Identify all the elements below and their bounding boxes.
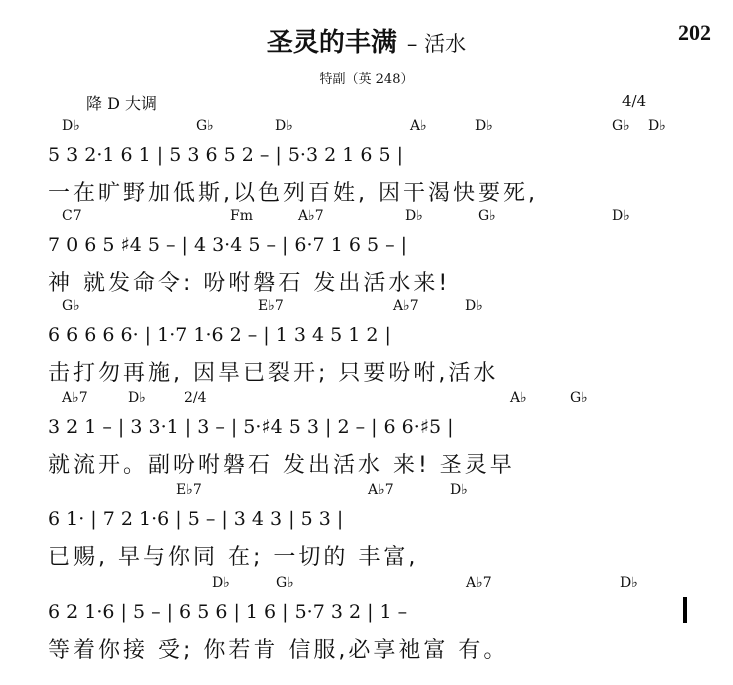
chord-symbol: A♭7 [368,482,394,498]
lyric-line: 已赐, 早与你同 在; 一切的 丰富, [48,545,419,570]
chord-symbol: Fm [230,208,253,224]
chord-symbol: G♭ [62,298,80,314]
chord-symbol: D♭ [465,298,483,314]
hymn-title [0,22,733,59]
chord-symbol: G♭ [276,575,294,591]
chord-symbol: D♭ [128,390,146,406]
chord-row [0,482,733,504]
chord-symbol: G♭ [478,208,496,224]
chord-row [0,208,733,230]
chord-symbol: 2/4 [184,390,207,406]
lyric-line: 一在旷野加低斯,以色列百姓, 因干渴快要死, [48,181,538,206]
system-4 [0,390,733,480]
chord-symbol: D♭ [620,575,638,591]
system-3 [0,298,733,388]
time-signature: 4/4 [622,92,647,110]
notation-line: 6 1· | 7 2 1·6 | 5 – | 3 4 3 | 5 3 | [48,508,344,530]
chord-symbol: E♭7 [176,482,202,498]
key-signature: 降 D 大调 [86,94,158,113]
chord-row [0,390,733,412]
chord-symbol: D♭ [612,208,630,224]
notation-line: 7 0 6 5 ♯4 5 – | 4 3·4 5 – | 6·7 1 6 5 – | [48,234,408,256]
chord-symbol: D♭ [275,118,293,134]
chord-row [0,298,733,320]
chord-symbol: D♭ [648,118,666,134]
page-number: 202 [678,20,711,45]
system-2 [0,208,733,298]
chord-symbol: A♭ [510,390,527,406]
notation-line: 6 2 1·6 | 5 – | 6 5 6 | 1 6 | 5·7 3 2 | 1 – [48,601,408,623]
chord-symbol: A♭7 [298,208,324,224]
lyric-line: 击打勿再施, 因旱已裂开; 只要吩咐,活水 [48,361,499,386]
chord-symbol: G♭ [196,118,214,134]
system-1 [0,118,733,208]
chord-symbol: C7 [62,208,82,224]
hymn-subtitle: – 活水 [406,32,467,56]
chord-symbol: G♭ [612,118,630,134]
chord-symbol: A♭7 [62,390,88,406]
system-6 [0,575,733,665]
chord-symbol: D♭ [475,118,493,134]
credit-line: 特副（英 248） [319,72,414,87]
chord-row [0,575,733,597]
notation-line: 6 6 6 6 6· | 1·7 1·6 2 – | 1 3 4 5 1 2 | [48,324,391,346]
chord-symbol: A♭7 [466,575,492,591]
lyric-line: 就流开。副吩咐磐石 发出活水 来! 圣灵早 [48,453,515,478]
chord-symbol: D♭ [212,575,230,591]
chord-symbol: D♭ [405,208,423,224]
lyric-line: 神 就发命令: 吩咐磐石 发出活水来! [48,271,451,296]
chord-symbol: E♭7 [258,298,284,314]
chord-symbol: A♭ [410,118,427,134]
notation-line: 3 2 1 – | 3 3·1 | 3 – | 5·♯4 5 3 | 2 – | 6 6·♯5 | [48,416,454,438]
system-5 [0,482,733,572]
chord-symbol: G♭ [570,390,588,406]
chord-symbol: D♭ [450,482,468,498]
notation-line: 5 3 2·1 6 1 | 5 3 6 5 2 – | 5·3 2 1 6 5 | [48,144,403,166]
chord-symbol: A♭7 [393,298,419,314]
chord-symbol: D♭ [62,118,80,134]
hymn-title-main: 圣灵的丰满 [266,28,397,58]
lyric-line: 等着你接 受; 你若肯 信服,必享祂富 有。 [48,638,509,663]
chord-row [0,118,733,140]
final-barline [677,597,687,623]
